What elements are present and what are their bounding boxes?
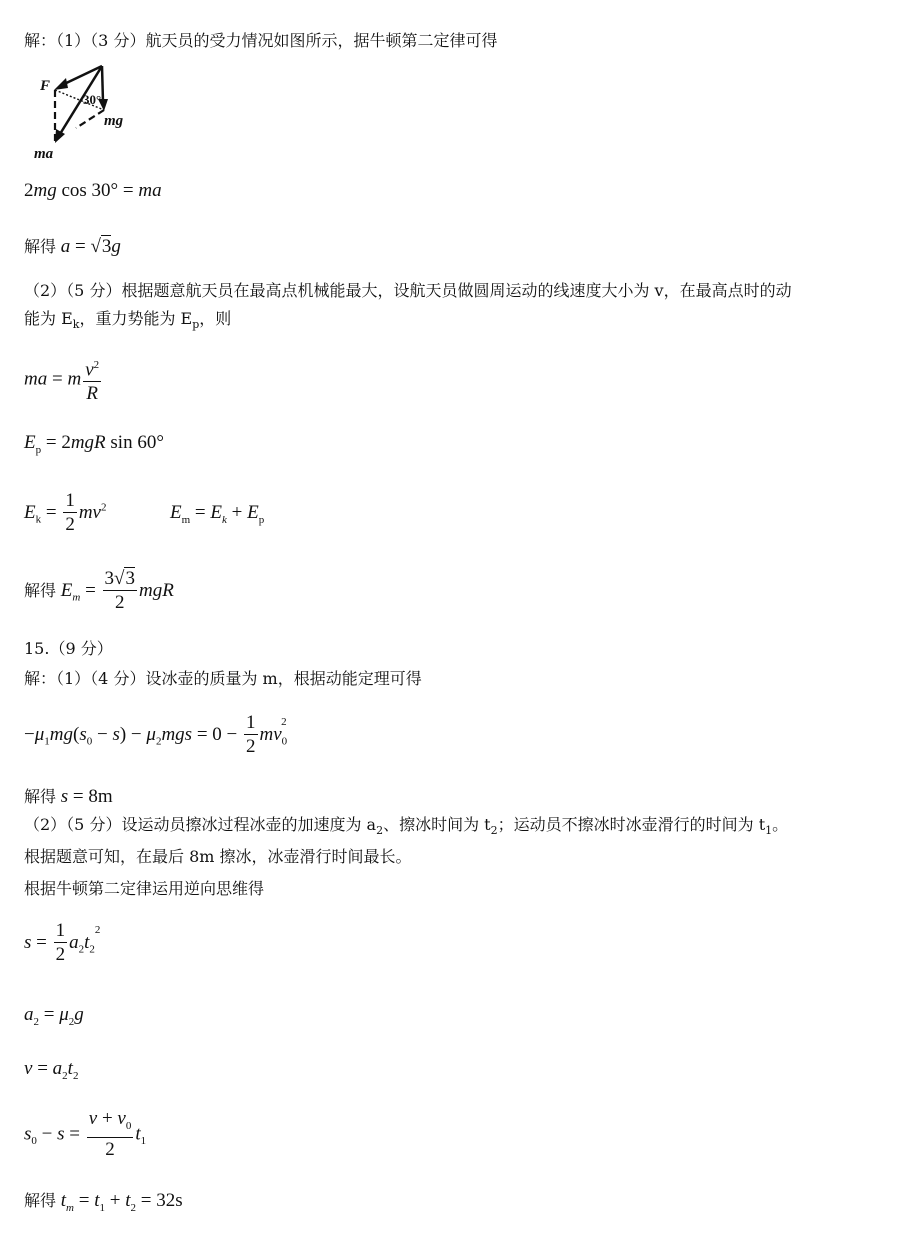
ma-arrow-head (55, 129, 65, 143)
solution-15-1: 解：（1）（4 分）设冰壶的质量为 m，根据动能定理可得 (24, 669, 422, 688)
solution-15-2c: 根据牛顿第二定律运用逆向思维得 (24, 879, 265, 898)
equation-11: $v = a_2t_2$ (24, 1058, 79, 1082)
solution-line-2a: （2）（5 分）根据题意航天员在最高点机械能最大，设航天员做圆周运动的线速度大小为 v，在最高点时的动 (24, 281, 792, 300)
equation-2: 解得 a = √3g (24, 236, 121, 257)
equation-13: 解得 $t_m = t_1 + t_2 = 32s$ (24, 1190, 183, 1214)
solution-15-2a: （2）（5 分）设运动员擦冰过程冰壶的加速度为 $a_2$、擦冰时间为 $t_2$；运动员不擦冰时冰壶滑行的时间为 $t_1$。 (24, 815, 789, 838)
equation-7: $-\mu_1mg(s_0 - s) - \mu_2mgs = 0$ − $\frac{1}{2}$ $mv_0^2$ (24, 712, 288, 757)
f-arrow-head (54, 78, 68, 90)
solution-line-2b: 能为 $E_k$，重力势能为 $E_p$，则 (24, 309, 232, 332)
label-ma: ma (34, 146, 54, 162)
equation-5b: $E_m = E_k + E_p$ (170, 502, 265, 526)
label-angle: 30° (83, 92, 102, 107)
equation-10: $a_2 = \mu_2g$ (24, 1004, 84, 1028)
equation-1: 2mg cos 30° = ma (24, 180, 162, 201)
label-mg: mg (104, 113, 124, 129)
equation-5a: $E_k$ = $\frac{1}{2}$ $mv^2$ (24, 490, 107, 535)
equation-4: $E_p = 2mgR$ sin 60° (24, 432, 164, 456)
dashed-lower-line (76, 110, 104, 128)
solution-line-1: 解：（1）（3 分）航天员的受力情况如图所示，据牛顿第二定律可得 (24, 31, 498, 50)
equation-3: ma = m $\frac{v^2}{R}$ (24, 354, 103, 406)
label-f: F (40, 78, 51, 94)
equation-8: 解得 s = 8m (24, 786, 113, 807)
question-15-header: 15.（9 分） (24, 639, 113, 658)
solution-15-2b: 根据题意可知，在最后 8m 擦冰，冰壶滑行时间最长。 (24, 847, 412, 866)
mg-arrow-shaft (102, 66, 103, 102)
force-diagram (28, 58, 138, 163)
equation-12: $s_0 - s$ = $\frac{v + v_0}{2}$ $t_1$ (24, 1108, 147, 1160)
equation-6: 解得 $E_m$ = $\frac{3√3}{2}$ mgR (24, 568, 174, 613)
equation-9: s = $\frac{1}{2}$ $a_2t_2^2$ (24, 920, 101, 965)
